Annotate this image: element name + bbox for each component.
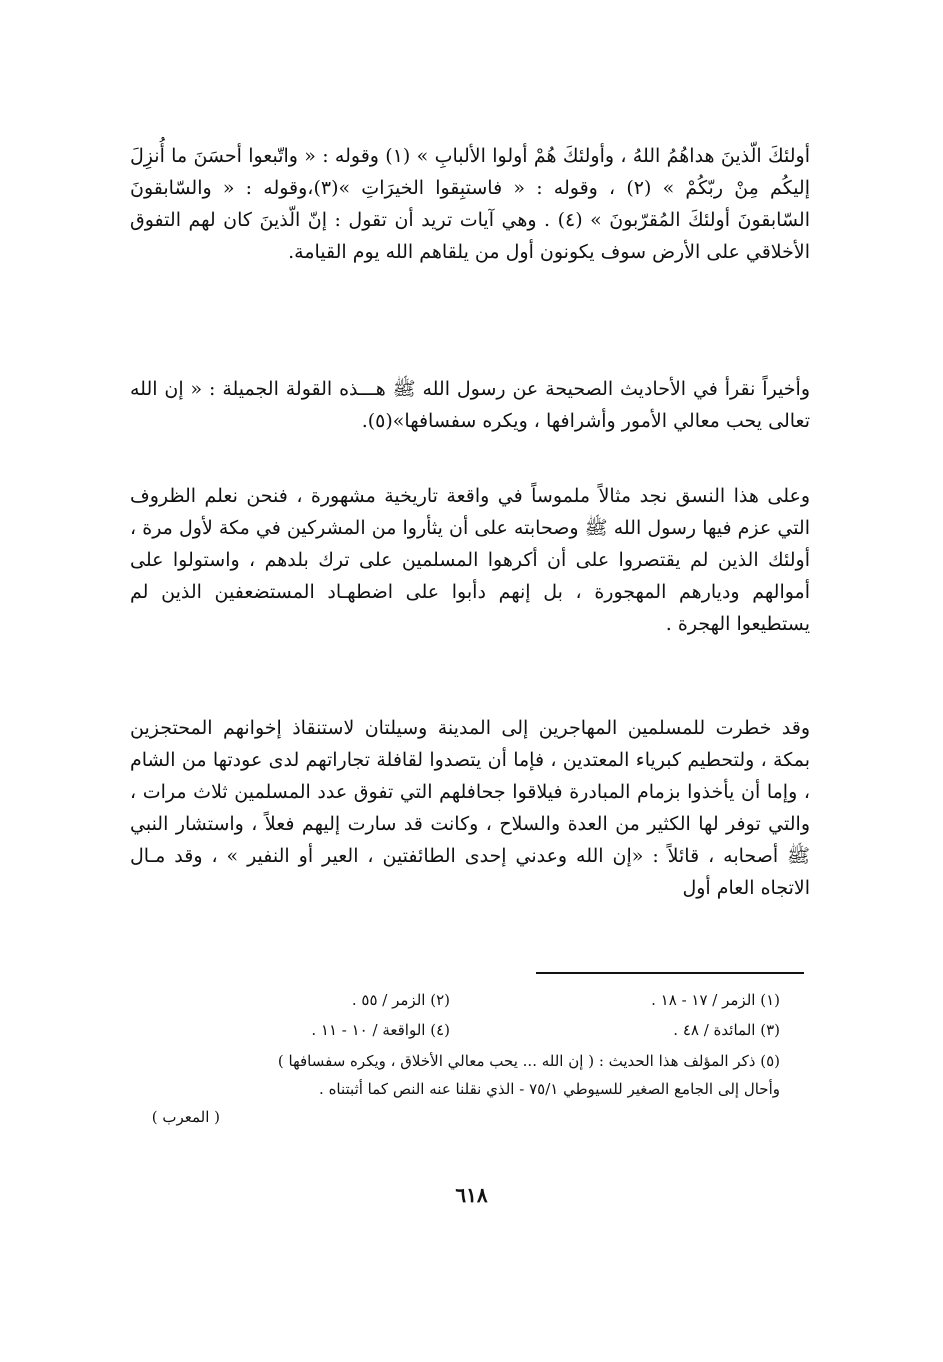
footnote-row (130, 1015, 810, 1045)
footnote-3: (٣) المائدة / ٤٨ . (673, 1021, 780, 1039)
footnote-divider (536, 972, 804, 974)
footnote-row (130, 985, 810, 1015)
paragraph-text: وأخيراً نقرأ في الأحاديث الصحيحة عن رسول الله ﷺ هـــذه القولة الجميلة : « إن الله تعالى يحب معالي الأمور وأشرافها ، ويكره سفسافها»(٥). (130, 378, 811, 432)
footnotes (130, 985, 810, 1131)
paragraph-hadith (130, 373, 810, 437)
page-number: ٦١٨ (455, 1183, 488, 1207)
footnote-2: (٢) الزمر / ٥٥ . (351, 991, 450, 1009)
footnote-1: (١) الزمر / ١٧ - ١٨ . (651, 991, 780, 1009)
paragraph-quran-verses (130, 140, 810, 268)
footnote-4: (٤) الواقعة / ١٠ - ١١ . (311, 1021, 450, 1039)
paragraph-text: وعلى هذا النسق نجد مثالاً ملموساً في واقعة تاريخية مشهورة ، فنحن نعلم الظروف التي عزم فيها رسول الله ﷺ وصحابته على أن يثأروا من المشركين في مكة لأول مرة ، أولئك الذين لم يقتصروا على أن أكرهوا المسلمين على ترك بلدهم ، واستولوا على أموالهم وديارهم المهجورة ، بل إنهم دأبوا على اضطهـاد المستضعفين الذين لم يستطيعوا الهجرة . (130, 485, 810, 635)
footnote-5-line-1: (٥) ذكر المؤلف هذا الحديث : ( إن الله ... يحب معالي الأخلاق ، ويكره سفسافها ) (277, 1052, 780, 1070)
footnote-5-line-2: وأحال إلى الجامع الصغير للسيوطي ٧٥/١ - الذي نقلنا عنه النص كما أثبتناه . (319, 1080, 780, 1098)
paragraph-text: وقد خطرت للمسلمين المهاجرين إلى المدينة وسيلتان لاستنقاذ إخوانهم المحتجزين بمكة ، ولتحطيم كبرياء المعتدين ، فإما أن يتصدوا لقافلة تجاراتهم لدى عودتها من الشام ، وإما أن يأخذوا بزمام المبادرة فيلاقوا جحافلهم التي تفوق عدد المسلمين ثلاث مرات ، والتي توفر لها الكثير من العدة والسلاح ، وكانت قد سارت إليهم فعلاً ، واستشار النبي ﷺ أصحابه ، قائلاً : «إن الله وعدني إحدى الطائفتين ، العير أو النفير » ، وقد مـال الاتجاه العام أول (130, 717, 810, 899)
paragraph-historical-example (130, 480, 810, 640)
paragraph-text: أولئكَ الّذينَ هداهُمُ اللهُ ، وأولئكَ هُمْ أولوا الألبابِ » (١) وقوله : « واتّبعوا أحسَنَ ما أُنزِلَ إليكُم مِنْ ربّكُمْ » (٢) ، وقوله : « فاستبِقوا الخيرَاتِ »(٣)،وقوله : « والسّابقونَ السّابقونَ أولئكَ المُقرّبونَ » (٤) . وهي آيات تريد أن تقول : إنّ الّذينَ كان لهم التفوق الأخلاقي على الأرض سوف يكونون أول من يلقاهم الله يوم القيامة. (130, 145, 810, 263)
translator-signature: ( المعرب ) (151, 1108, 220, 1126)
footnote-5 (130, 1047, 810, 1131)
paragraph-emigrants (130, 712, 810, 904)
